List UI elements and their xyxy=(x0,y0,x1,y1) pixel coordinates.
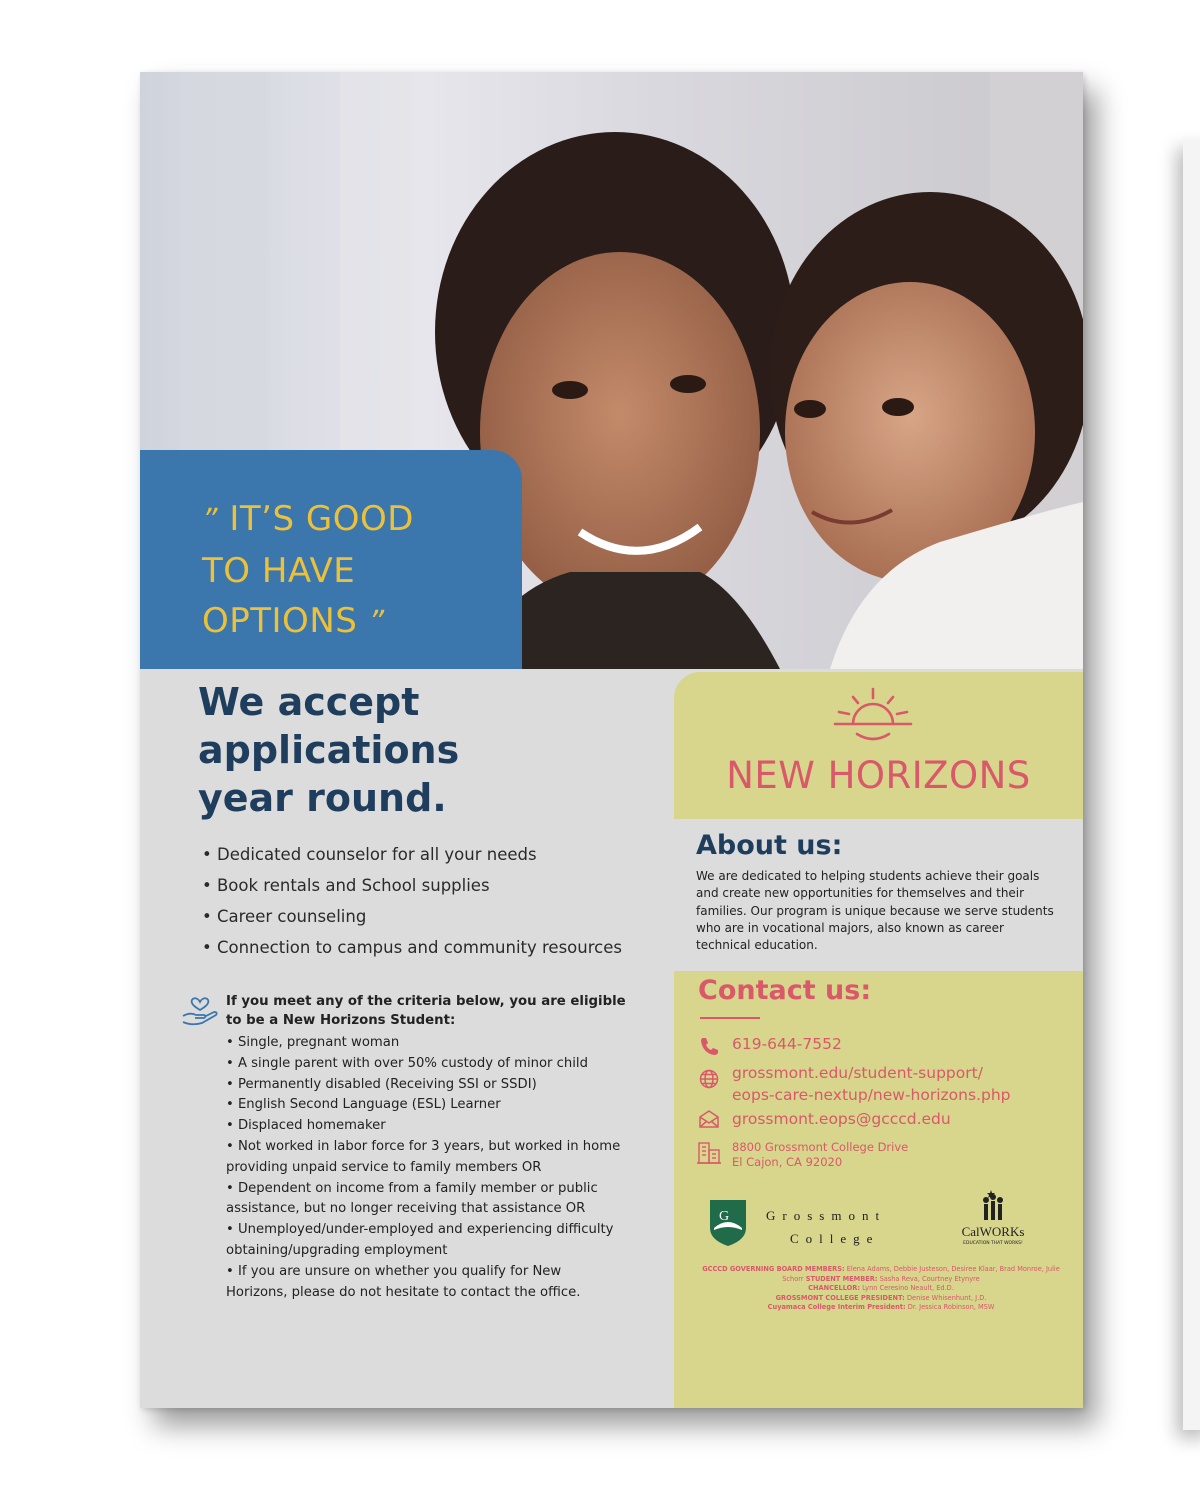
student-member-label: STUDENT MEMBER: xyxy=(805,1274,878,1283)
criteria-item: • Permanently disabled (Receiving SSI or SSDI) xyxy=(226,1076,537,1092)
quote-line-2: TO HAVE xyxy=(202,551,356,591)
criteria-item: • Single, pregnant woman xyxy=(226,1035,400,1050)
about-title: About us: xyxy=(696,830,843,861)
back-sheet-edge xyxy=(1183,140,1200,1430)
criteria-item: • Not worked in labor force for 3 years, but worked in home providing unpaid service to family members OR xyxy=(226,1138,621,1175)
address-line-2: El Cajon, CA 92020 xyxy=(732,1155,843,1169)
address xyxy=(732,1140,908,1170)
headline xyxy=(198,678,598,822)
website-line-1: grossmont.edu/student-support/ xyxy=(732,1064,983,1082)
calworks-wordmark: CalWORKs xyxy=(961,1224,1025,1239)
student-member-names: Sasha Reva, Courtney Etynyre xyxy=(879,1274,980,1283)
benefits-list xyxy=(202,844,622,968)
sunrise-icon xyxy=(833,686,913,748)
building-icon xyxy=(696,1140,722,1166)
globe-icon xyxy=(698,1068,720,1090)
criteria-item: • Dependent on income from a family member or public assistance, but no longer receiving that assistance OR xyxy=(226,1180,598,1217)
about-body: We are dedicated to helping students achieve their goals and create new opportunities for themselves and their families. Our program is unique because we serve students who are in vocational majors, also known as career technical education. xyxy=(696,869,1054,953)
criteria-item: • English Second Language (ESL) Learner xyxy=(226,1097,501,1113)
address-line-1: 8800 Grossmont College Drive xyxy=(732,1140,909,1154)
headline-line-3: year round. xyxy=(198,776,447,820)
website-line-2: eops-care-nextup/new-horizons.php xyxy=(732,1086,1011,1104)
criteria-list xyxy=(226,1033,626,1303)
criteria-intro: If you meet any of the criteria below, you are eligible to be a New Horizons Student: xyxy=(226,994,626,1028)
contact-title: Contact us: xyxy=(698,975,872,1006)
criteria-item: • Displaced homemaker xyxy=(226,1118,386,1134)
president-label: GROSSMONT COLLEGE PRESIDENT: xyxy=(775,1293,905,1302)
quote-open-mark: ” xyxy=(202,503,219,538)
college-line-2: College xyxy=(790,1231,880,1246)
contact-divider xyxy=(700,1017,760,1019)
flyer xyxy=(140,72,1083,1408)
quote-text xyxy=(202,494,502,648)
quote-banner xyxy=(140,450,522,669)
email-address[interactable]: grossmont.eops@gcccd.edu xyxy=(732,1110,951,1128)
quote-line-1: IT’S GOOD xyxy=(229,499,414,539)
grossmont-shield-logo xyxy=(708,1198,748,1248)
board-names: Elena Adams, Debbie Justeson, Desiree Klaar, Brad Monroe, Julie Schorr xyxy=(782,1265,1060,1283)
criteria-item: • If you are unsure on whether you qualify for New Horizons, please do not hesitate to contact the office. xyxy=(226,1263,581,1300)
cuyamaca-name: Dr. Jessica Robinson, MSW xyxy=(907,1303,995,1311)
email-icon xyxy=(698,1108,720,1130)
quote-line-3: OPTIONS xyxy=(202,601,358,641)
website-link[interactable] xyxy=(732,1062,1011,1106)
college-line-1: Grossmont xyxy=(766,1208,887,1223)
calworks-tagline: EDUCATION THAT WORKS! xyxy=(963,1241,1023,1246)
board-members xyxy=(696,1265,1066,1313)
president-name: Denise Whisenhunt, J.D. xyxy=(906,1293,987,1302)
heart-hand-icon xyxy=(180,990,220,1030)
phone-number[interactable]: 619-644-7552 xyxy=(732,1035,842,1053)
benefit-item: • Book rentals and School supplies xyxy=(202,875,622,906)
headline-line-1: We accept xyxy=(198,680,420,724)
criteria-item: • Unemployed/under-employed and experiencing difficulty obtaining/upgrading employment xyxy=(226,1222,614,1258)
chancellor-name: Lynn Ceresino Neault, Ed.D. xyxy=(862,1284,954,1292)
benefit-item: • Connection to campus and community resources xyxy=(202,937,622,968)
chancellor-label: CHANCELLOR: xyxy=(808,1284,860,1292)
cuyamaca-label: Cuyamaca College Interim President: xyxy=(767,1303,906,1311)
hero-photo xyxy=(140,72,1083,669)
svg-text:G: G xyxy=(719,1209,730,1224)
program-name: NEW HORIZONS xyxy=(726,754,1031,797)
benefit-item: • Career counseling xyxy=(202,906,622,937)
board-label: GCCCD GOVERNING BOARD MEMBERS: xyxy=(702,1265,845,1273)
headline-line-2: applications xyxy=(198,728,460,772)
benefit-item: • Dedicated counselor for all your needs xyxy=(202,844,622,875)
quote-close-mark: ” xyxy=(368,605,385,640)
criteria-item: • A single parent with over 50% custody of minor child xyxy=(226,1055,588,1071)
grossmont-college-wordmark xyxy=(766,1204,966,1250)
phone-icon xyxy=(698,1035,720,1057)
